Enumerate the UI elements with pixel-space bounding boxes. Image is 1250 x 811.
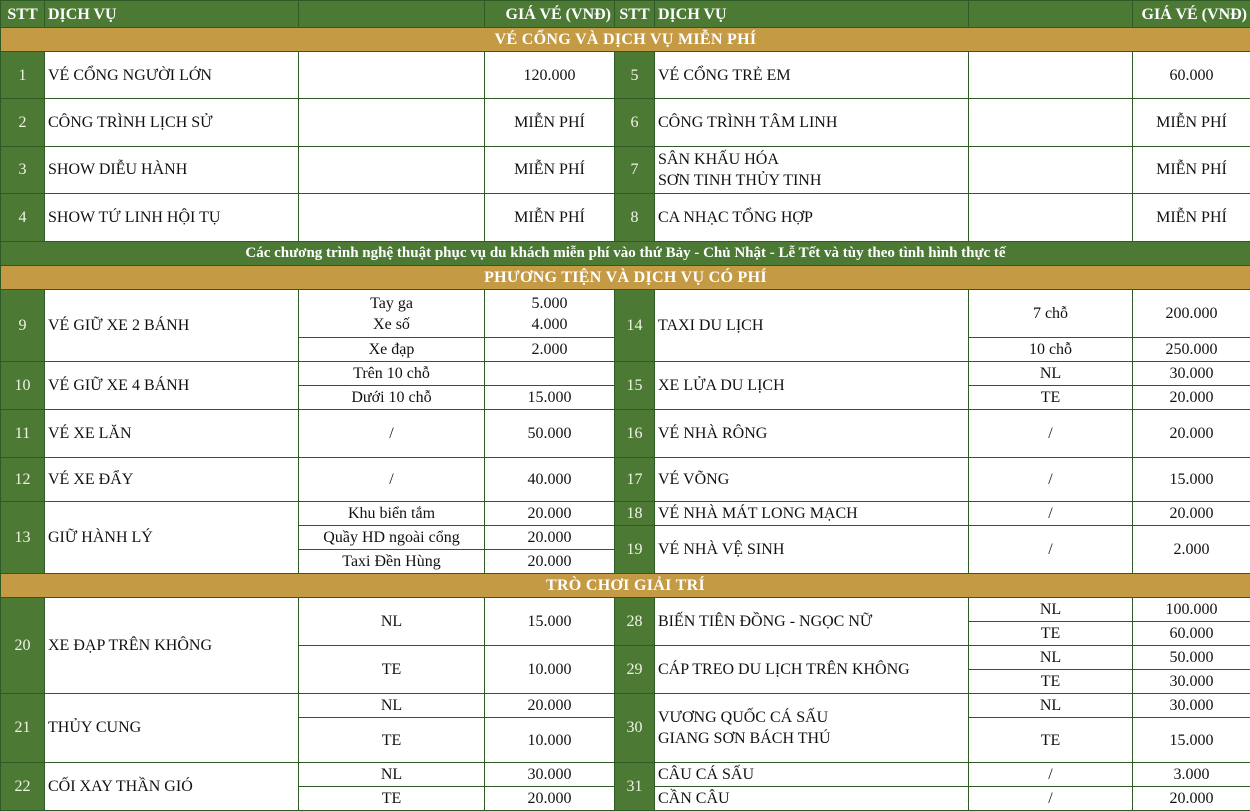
row-number: 15 (615, 362, 655, 410)
option-line: Tay ga (370, 294, 413, 312)
service-name: CÔNG TRÌNH LỊCH SỬ (45, 99, 299, 146)
table-header-row (1, 1, 1250, 28)
price-value: 15.000 (485, 386, 615, 410)
row-number: 9 (1, 290, 45, 362)
price-value (485, 290, 615, 338)
price-value: MIỄN PHÍ (1133, 193, 1250, 241)
row-number: 1 (1, 52, 45, 99)
price-value: 20.000 (485, 694, 615, 718)
option-label: TE (969, 670, 1133, 694)
row-number: 13 (1, 501, 45, 573)
section-row (1, 573, 1250, 597)
row-number: 31 (615, 762, 655, 810)
service-name: SHOW TỨ LINH HỘI TỤ (45, 193, 299, 241)
row-number: 21 (1, 694, 45, 762)
row-number: 30 (615, 694, 655, 762)
option-label: / (969, 457, 1133, 501)
row-number: 29 (615, 646, 655, 694)
price-value: 15.000 (1133, 457, 1250, 501)
header-service-right: DỊCH VỤ (655, 1, 969, 28)
price-value: 20.000 (485, 525, 615, 549)
table-row (1, 762, 1250, 786)
price-value: 20.000 (1133, 501, 1250, 525)
option-label: NL (299, 598, 485, 646)
service-name: CÁP TREO DU LỊCH TRÊN KHÔNG (655, 646, 969, 694)
service-name: XE LỬA DU LỊCH (655, 362, 969, 410)
option-label: Quầy HD ngoài cổng (299, 525, 485, 549)
option-label: / (969, 525, 1133, 573)
section-paid-title: PHƯƠNG TIỆN VÀ DỊCH VỤ CÓ PHÍ (1, 265, 1250, 289)
row-number: 8 (615, 193, 655, 241)
price-value: 20.000 (485, 786, 615, 810)
service-name: XE ĐẠP TRÊN KHÔNG (45, 598, 299, 694)
option-label: NL (299, 694, 485, 718)
header-stt-right: STT (615, 1, 655, 28)
service-name: TAXI DU LỊCH (655, 290, 969, 362)
table-row (1, 598, 1250, 622)
row-number: 2 (1, 99, 45, 146)
row-number: 28 (615, 598, 655, 646)
price-value: MIỄN PHÍ (1133, 99, 1250, 146)
table-row (1, 99, 1250, 146)
price-value: 50.000 (485, 410, 615, 457)
service-name: VÉ CỔNG TRẺ EM (655, 52, 969, 99)
price-value: MIỄN PHÍ (485, 99, 615, 146)
service-name: CẦN CÂU (655, 786, 969, 810)
row-number: 12 (1, 457, 45, 501)
price-value: 120.000 (485, 52, 615, 99)
row-number: 10 (1, 362, 45, 410)
option-label: Dưới 10 chỗ (299, 386, 485, 410)
row-number: 18 (615, 501, 655, 525)
table-row (1, 694, 1250, 718)
price-value (485, 362, 615, 386)
price-value: MIỄN PHÍ (485, 193, 615, 241)
service-name: VÉ XE LĂN (45, 410, 299, 457)
price-value: 15.000 (485, 598, 615, 646)
option-label: / (969, 501, 1133, 525)
price-value: 30.000 (1133, 362, 1250, 386)
section-row (1, 265, 1250, 289)
price-value: 200.000 (1133, 290, 1250, 338)
option-label: 7 chỗ (969, 290, 1133, 338)
option-label: TE (299, 646, 485, 694)
table-row (1, 146, 1250, 193)
service-name: CÔNG TRÌNH TÂM LINH (655, 99, 969, 146)
service-name: VÉ NHÀ VỆ SINH (655, 525, 969, 573)
option-label: Trên 10 chỗ (299, 362, 485, 386)
option-label: NL (969, 598, 1133, 622)
option-label: NL (299, 762, 485, 786)
service-name: CA NHẠC TỔNG HỢP (655, 193, 969, 241)
option-label: / (969, 786, 1133, 810)
table-row (1, 52, 1250, 99)
table-row (1, 193, 1250, 241)
price-value: 10.000 (485, 646, 615, 694)
price-value: 30.000 (1133, 670, 1250, 694)
row-number: 4 (1, 193, 45, 241)
price-value: 20.000 (485, 501, 615, 525)
price-value: 60.000 (1133, 622, 1250, 646)
option-label: Taxi Đền Hùng (299, 549, 485, 573)
note-row (1, 241, 1250, 265)
price-value: 20.000 (1133, 786, 1250, 810)
row-number: 14 (615, 290, 655, 362)
row-number: 17 (615, 457, 655, 501)
row-number: 22 (1, 762, 45, 810)
option-label: / (299, 457, 485, 501)
service-name-line: SƠN TINH THỦY TINH (658, 171, 822, 189)
option-label: TE (969, 622, 1133, 646)
option-label: NL (969, 694, 1133, 718)
table-row (1, 501, 1250, 525)
option-label: TE (299, 786, 485, 810)
option-label: Khu biển tắm (299, 501, 485, 525)
section-games-title: TRÒ CHƠI GIẢI TRÍ (1, 573, 1250, 597)
table-row (1, 457, 1250, 501)
price-value: 2.000 (1133, 525, 1250, 573)
option-label: TE (969, 386, 1133, 410)
price-value: MIỄN PHÍ (1133, 146, 1250, 193)
service-name: VÉ NHÀ RÔNG (655, 410, 969, 457)
price-value: 2.000 (485, 338, 615, 362)
header-service: DỊCH VỤ (45, 1, 299, 28)
service-name: VÉ VÕNG (655, 457, 969, 501)
row-number: 11 (1, 410, 45, 457)
header-price-right: GIÁ VÉ (VNĐ) (1133, 1, 1250, 28)
price-value: 30.000 (485, 762, 615, 786)
service-name-line: SÂN KHẤU HÓA (658, 150, 779, 168)
service-name: SHOW DIỄU HÀNH (45, 146, 299, 193)
header-stt: STT (1, 1, 45, 28)
service-name (655, 694, 969, 762)
row-number: 5 (615, 52, 655, 99)
service-name (655, 146, 969, 193)
service-name: VÉ GIỮ XE 2 BÁNH (45, 290, 299, 362)
price-value: 20.000 (1133, 386, 1250, 410)
price-value: 15.000 (1133, 718, 1250, 762)
option-label: / (969, 762, 1133, 786)
row-number: 3 (1, 146, 45, 193)
table-row (1, 362, 1250, 386)
option-label: TE (299, 718, 485, 762)
service-name: CÂU CÁ SẤU (655, 762, 969, 786)
row-number: 20 (1, 598, 45, 694)
option-label: Xe đạp (299, 338, 485, 362)
option-label: NL (969, 362, 1133, 386)
price-value: 20.000 (1133, 410, 1250, 457)
service-name: VÉ XE ĐẨY (45, 457, 299, 501)
row-number: 19 (615, 525, 655, 573)
option-label (299, 290, 485, 338)
option-label: NL (969, 646, 1133, 670)
service-name-line: VƯƠNG QUỐC CÁ SẤU (658, 708, 829, 726)
service-name: VÉ NHÀ MÁT LONG MẠCH (655, 501, 969, 525)
header-price: GIÁ VÉ (VNĐ) (485, 1, 615, 28)
price-value: MIỄN PHÍ (485, 146, 615, 193)
service-name: VÉ GIỮ XE 4 BÁNH (45, 362, 299, 410)
price-value: 10.000 (485, 718, 615, 762)
price-value: 60.000 (1133, 52, 1250, 99)
option-label: / (969, 410, 1133, 457)
price-value: 30.000 (1133, 694, 1250, 718)
price-line: 4.000 (531, 315, 568, 333)
free-programs-note: Các chương trình nghệ thuật phục vụ du khách miễn phí vào thứ Bảy - Chủ Nhật - Lễ Tết và tùy theo tình hình thực tế (1, 241, 1250, 265)
section-free-title: VÉ CỔNG VÀ DỊCH VỤ MIỄN PHÍ (1, 28, 1250, 52)
row-number: 16 (615, 410, 655, 457)
price-value: 50.000 (1133, 646, 1250, 670)
price-line: 5.000 (531, 294, 568, 312)
service-name: THỦY CUNG (45, 694, 299, 762)
price-value: 250.000 (1133, 338, 1250, 362)
price-value: 100.000 (1133, 598, 1250, 622)
table-row (1, 290, 1250, 338)
service-name: CỐI XAY THẦN GIÓ (45, 762, 299, 810)
row-number: 6 (615, 99, 655, 146)
service-name-line: GIANG SƠN BÁCH THÚ (658, 729, 831, 747)
service-name: VÉ CỔNG NGƯỜI LỚN (45, 52, 299, 99)
row-number: 7 (615, 146, 655, 193)
price-value: 40.000 (485, 457, 615, 501)
option-label: 10 chỗ (969, 338, 1133, 362)
service-name: BIẾN TIÊN ĐỒNG - NGỌC NỮ (655, 598, 969, 646)
price-value: 20.000 (485, 549, 615, 573)
service-name: GIỮ HÀNH LÝ (45, 501, 299, 573)
option-line: Xe số (373, 315, 410, 333)
price-value: 3.000 (1133, 762, 1250, 786)
section-row (1, 28, 1250, 52)
option-label: TE (969, 718, 1133, 762)
option-label: / (299, 410, 485, 457)
table-row (1, 410, 1250, 457)
